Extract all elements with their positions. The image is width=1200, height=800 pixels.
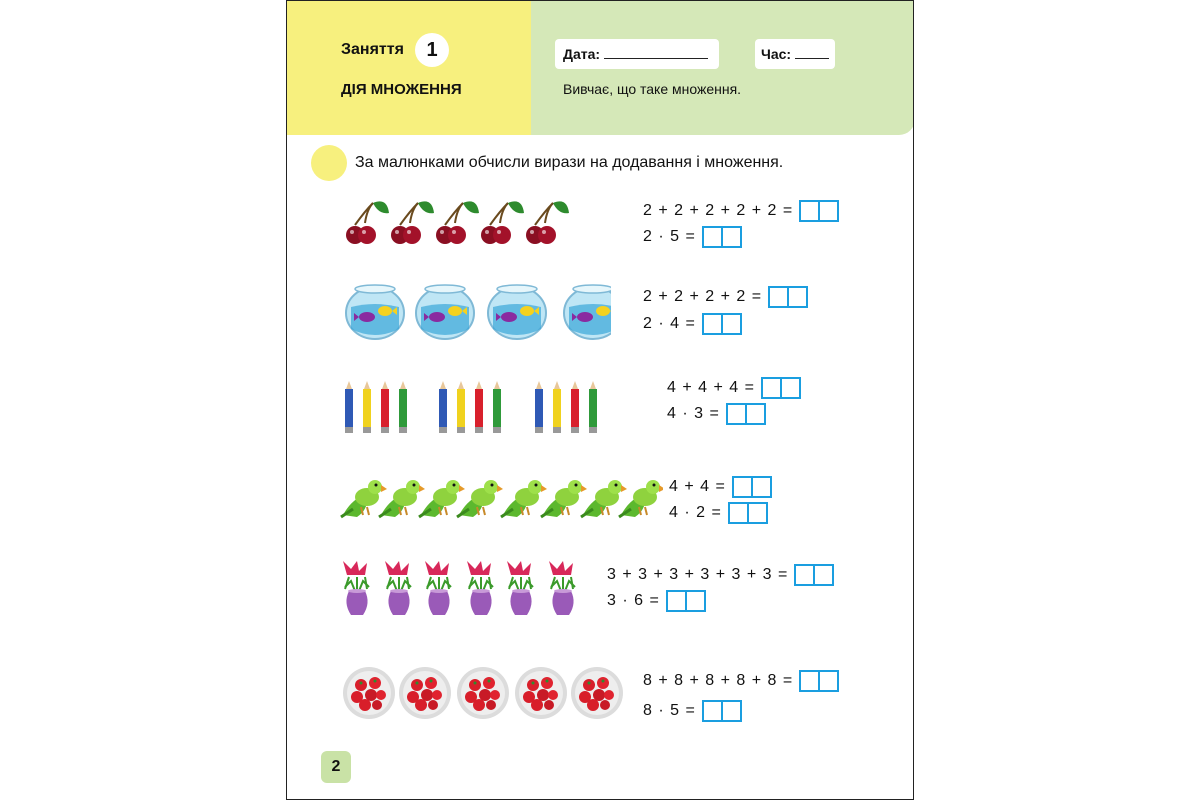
answer-box[interactable] xyxy=(726,403,766,425)
addition-expression: 4 + 4 = xyxy=(669,475,772,499)
addition-expression: 2 + 2 + 2 + 2 + 2 = xyxy=(643,199,839,223)
addition-expression: 3 + 3 + 3 + 3 + 3 + 3 = xyxy=(607,563,834,587)
answer-box[interactable] xyxy=(728,502,768,524)
cherries-icon xyxy=(343,197,573,260)
answer-box[interactable] xyxy=(768,286,808,308)
lesson-label: Заняття xyxy=(341,41,404,58)
answer-box[interactable] xyxy=(799,670,839,692)
task-bullet-icon xyxy=(311,145,347,181)
topic-title: ДІЯ МНОЖЕННЯ xyxy=(341,81,462,98)
date-blank-line xyxy=(604,47,708,59)
time-label: Час: xyxy=(761,46,792,62)
answer-box[interactable] xyxy=(666,590,706,612)
parrots-icon xyxy=(339,475,663,528)
answer-box[interactable] xyxy=(732,476,772,498)
workbook-page xyxy=(286,0,914,800)
page-number: 2 xyxy=(321,751,351,783)
flower-vase-icon xyxy=(339,561,585,624)
lesson-goal: Вивчає, що таке множення. xyxy=(563,81,742,97)
answer-box[interactable] xyxy=(794,564,834,586)
strawberry-plate-icon xyxy=(343,665,625,726)
multiplication-expression: 4 · 2 = xyxy=(669,501,768,525)
multiplication-expression: 4 · 3 = xyxy=(667,402,766,426)
answer-box[interactable] xyxy=(761,377,801,399)
lesson-header xyxy=(287,1,531,135)
task-instruction: За малюнками обчисли вирази на додавання і множення. xyxy=(355,154,784,171)
time-field[interactable] xyxy=(755,39,835,69)
answer-box[interactable] xyxy=(702,700,742,722)
multiplication-expression: 2 · 4 = xyxy=(643,312,742,336)
answer-box[interactable] xyxy=(799,200,839,222)
addition-expression: 8 + 8 + 8 + 8 + 8 = xyxy=(643,669,839,693)
date-label: Дата: xyxy=(563,46,601,62)
answer-box[interactable] xyxy=(702,226,742,248)
multiplication-expression: 3 · 6 = xyxy=(607,589,706,613)
pencils-icon xyxy=(343,381,603,442)
date-field[interactable] xyxy=(555,39,719,69)
addition-expression: 4 + 4 + 4 = xyxy=(667,376,801,400)
answer-box[interactable] xyxy=(702,313,742,335)
time-blank-line xyxy=(795,47,829,59)
fish-bowl-icon xyxy=(345,281,611,346)
addition-expression: 2 + 2 + 2 + 2 = xyxy=(643,285,808,309)
multiplication-expression: 8 · 5 = xyxy=(643,699,742,723)
lesson-number-badge: 1 xyxy=(415,33,449,67)
multiplication-expression: 2 · 5 = xyxy=(643,225,742,249)
